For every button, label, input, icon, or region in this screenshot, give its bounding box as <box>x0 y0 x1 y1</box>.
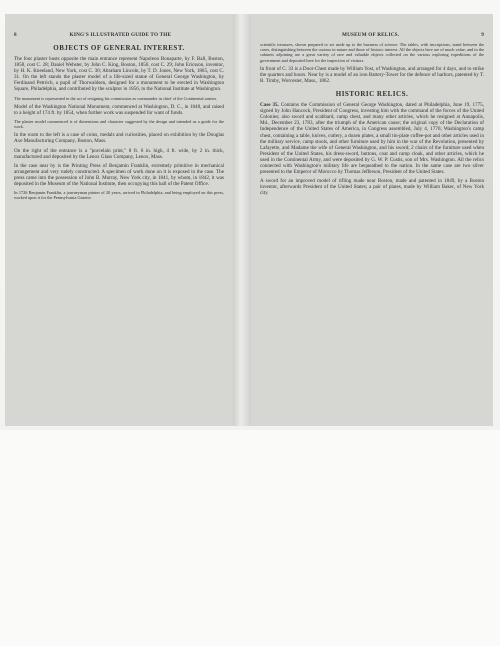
blank-lower-area <box>0 430 500 646</box>
left-running-header <box>14 32 224 38</box>
left-page <box>5 14 233 426</box>
right-top-paragraph-2: In front of C. 33 is a Door-Chest made by William Yost, of Washington, and arranged for 4 days, and to strike the quarters and hours. Near by is a model of an iron Battery-Tower for the defence of harbors, patented by T. R. Timby, Worcester, Mass., 1862. <box>260 65 484 84</box>
left-paragraph-3: Model of the Washington National Monument, commenced at Washington, D. C., in 1848, and raised to a height of 174 ft. by 1854, when further work was suspended for want of funds. <box>14 103 224 116</box>
right-last-paragraph: A sword for an improved model of rifling made near Boston, made and patented in 1849, by a Boston inventor, afterwards President of the United States; a pair of plates, made by William Baker, of New York city. <box>260 178 484 197</box>
left-paragraph-2: The monument is represented in the act of resigning his commission as commander in chief of the Continental armies. <box>14 95 218 101</box>
right-running-head: MUSEUM OF RELICS. <box>341 32 400 38</box>
left-paragraph-7: In the case near by is the Printing Press of Benjamin Franklin, extremely primitive in mechanical arrangement and very rudely constructed. A specimen of work done on it is exposed in the case. The press came into the possession of John B. Murray, New York city, in 1841, by whom, in 1842, it was deposited in the Museum of the National Institute, then occupying this hall of the Patent Office. <box>14 162 224 188</box>
right-top-paragraph-1: scientific treasures, shown prepared or set aside up to the business of science. The tables, with inscriptions, stand between the cases, distinguishing between the curious in nature and those of historic interest. All the objects here are of much value, and in the cabinets adjoining are a great variety of rare and valuable objects collected on the various exploring expeditions of the government and deposited here for the inspection of visitors. <box>260 42 484 63</box>
open-book-spread <box>5 14 493 426</box>
right-section-title: HISTORIC RELICS. <box>335 90 409 99</box>
left-page-number: 8 <box>14 32 17 38</box>
left-running-head: KING'S ILLUSTRATED GUIDE TO THE <box>69 32 172 38</box>
left-page-content <box>14 32 224 412</box>
left-paragraph-8: In 1726 Benjamin Franklin, a journeyman printer of 20 years, arrived in Philadelphia, and being employed on this press, worked upon it for the Pennsylvania Gazette. <box>14 190 224 201</box>
right-page-number: 9 <box>481 32 484 38</box>
case-label: Case 35. <box>260 102 279 109</box>
right-running-header <box>260 32 484 38</box>
left-paragraph-4: The plaster model commenced is of dimensions and character suggested by the design and intended as a guide for the work. <box>14 118 224 130</box>
right-page <box>251 14 493 426</box>
right-page-content <box>260 32 484 412</box>
left-paragraph-5: In the room to the left is a case of coins, medals and curiosities, placed on exhibition by the Douglas Axe Manufacturing Company, Boston, Mass. <box>14 132 224 145</box>
left-section-title: OBJECTS OF GENERAL INTEREST. <box>53 44 185 52</box>
book-gutter <box>233 14 251 426</box>
left-paragraph-6: On the right of the entrance is a "porcelain print," 8 ft. 6 in. high, 4 ft. wide, by 2 in. thick, manufactured and deposited by the Lenox Glass Company, Lenox, Mass. <box>14 147 224 160</box>
left-paragraph-1: The four plaster busts opposite the main entrance represent Napoleon Bonaparte, by F. Ball, Boston, 1858, cost C. 28; Daniel Webster, by John C. King, Boston, 1850, cost C. 29; John Ericsson, inventor, by H. K. Kneeland, New York, cost C. 30; Abraham Lincoln, by T. D. Jones, New York, 1865, cost C. 31. On the left stands the plaster model of a life-sized statue of General George Washington, by Ferdinand Pettrich, a pupil of Thorwaldsen, designed for a monument to be erected in Washington Square, Philadelphia, and contributed by the sculptor in 1856, to the National Institute at Washington. <box>14 56 224 93</box>
case-description: Contains the Commission of General George Washington, dated at Philadelphia, June 19, 1775, signed by John Hancock, President of Congress, investing him with the command of the forces of the United Colonies; also sword and scabbard, camp chest, and many other articles, which he resigned at Annapolis, Md., December 23, 1783, after the triumph of the American cause; the original copy of the Declaration of Independence of the United States of America, in Congress assembled, July 4, 1776; Washington's camp chest, containing a table, knives, cutlery, a dozen plates, a small tin-plate coffee-pot and other articles used in the military service, camp stools, and other furniture used by him in the war of the Revolution, presented by Lafayette, and Madame the wife of General Washington, and his sword; 2 chairs of the furniture used when President of the United States, his dress-sword, buttons, coat and camp cloak, and other articles, which he used in the Continental Army, and were deposited by G. W. P. Custis, son of Mrs. Washington. All the relics connected with Washington's military life are bequeathed to the nation. In the same case are two silver presented to the Emperor of Morocco by Thomas Jefferson, President of the United States. <box>260 102 485 176</box>
case-35-paragraph <box>260 102 484 175</box>
